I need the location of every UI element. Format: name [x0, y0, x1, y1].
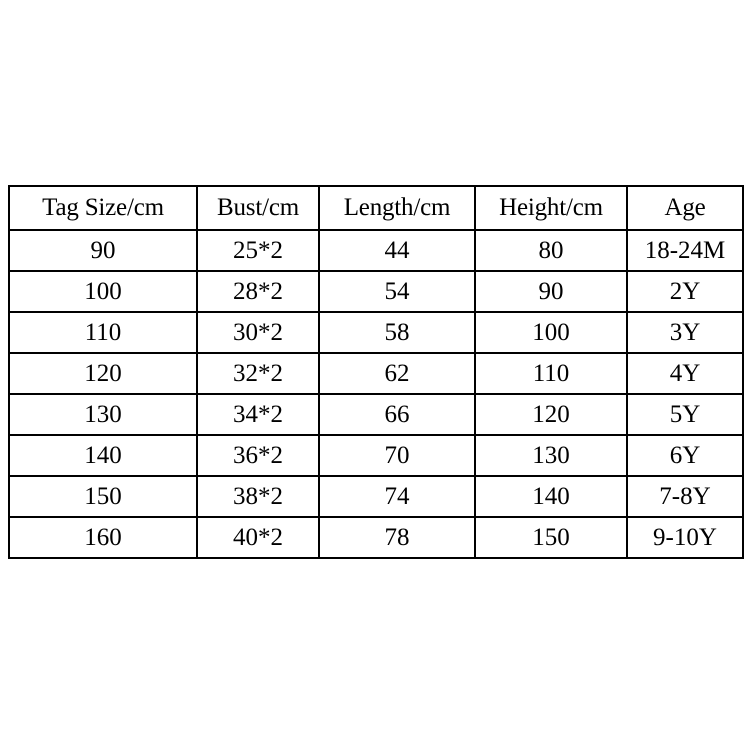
column-header-age: Age: [627, 186, 743, 230]
size-chart-header: [9, 186, 743, 230]
cell-length: 62: [319, 353, 475, 394]
column-header-tag-size: Tag Size/cm: [9, 186, 197, 230]
cell-bust: 34*2: [197, 394, 319, 435]
table-row: [9, 353, 743, 394]
cell-bust: 30*2: [197, 312, 319, 353]
table-row: [9, 435, 743, 476]
cell-bust: 28*2: [197, 271, 319, 312]
cell-height: 80: [475, 230, 627, 271]
table-row: [9, 271, 743, 312]
cell-length: 66: [319, 394, 475, 435]
cell-tag-size: 140: [9, 435, 197, 476]
table-row: [9, 517, 743, 558]
cell-bust: 25*2: [197, 230, 319, 271]
table-row: [9, 394, 743, 435]
cell-tag-size: 110: [9, 312, 197, 353]
cell-tag-size: 160: [9, 517, 197, 558]
cell-length: 58: [319, 312, 475, 353]
cell-age: 4Y: [627, 353, 743, 394]
cell-bust: 40*2: [197, 517, 319, 558]
cell-tag-size: 90: [9, 230, 197, 271]
cell-age: 7-8Y: [627, 476, 743, 517]
cell-bust: 36*2: [197, 435, 319, 476]
cell-age: 6Y: [627, 435, 743, 476]
cell-tag-size: 100: [9, 271, 197, 312]
table-row: [9, 312, 743, 353]
cell-length: 78: [319, 517, 475, 558]
cell-length: 70: [319, 435, 475, 476]
cell-age: 3Y: [627, 312, 743, 353]
cell-length: 54: [319, 271, 475, 312]
size-chart-table: [8, 185, 744, 559]
cell-age: 18-24M: [627, 230, 743, 271]
table-header-row: [9, 186, 743, 230]
cell-tag-size: 120: [9, 353, 197, 394]
cell-height: 130: [475, 435, 627, 476]
size-chart-body: [9, 230, 743, 558]
cell-height: 120: [475, 394, 627, 435]
cell-tag-size: 150: [9, 476, 197, 517]
cell-height: 100: [475, 312, 627, 353]
column-header-bust: Bust/cm: [197, 186, 319, 230]
column-header-length: Length/cm: [319, 186, 475, 230]
cell-bust: 38*2: [197, 476, 319, 517]
table-row: [9, 476, 743, 517]
cell-tag-size: 130: [9, 394, 197, 435]
cell-height: 90: [475, 271, 627, 312]
cell-height: 140: [475, 476, 627, 517]
table-row: [9, 230, 743, 271]
cell-age: 5Y: [627, 394, 743, 435]
cell-bust: 32*2: [197, 353, 319, 394]
column-header-height: Height/cm: [475, 186, 627, 230]
cell-length: 74: [319, 476, 475, 517]
cell-length: 44: [319, 230, 475, 271]
cell-age: 2Y: [627, 271, 743, 312]
size-chart-container: [8, 185, 742, 559]
cell-height: 150: [475, 517, 627, 558]
cell-height: 110: [475, 353, 627, 394]
cell-age: 9-10Y: [627, 517, 743, 558]
